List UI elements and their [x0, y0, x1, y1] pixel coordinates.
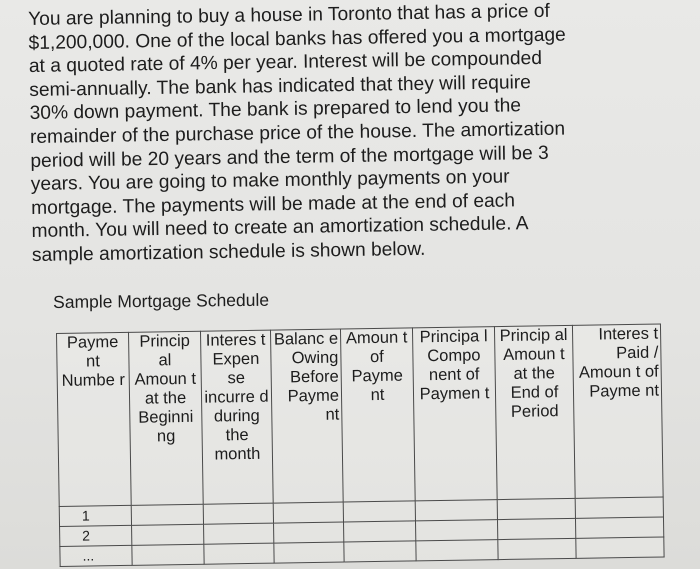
- table-cell: [576, 537, 664, 558]
- payment-number-cell: 1: [59, 505, 131, 526]
- table-cell: [416, 540, 498, 561]
- table-cell: [415, 520, 497, 541]
- col-header-balance-owing: Balanc e Owing Before Payme nt: [270, 329, 343, 503]
- problem-line: at a quoted rate of 4% per year. Interest will be compounded: [28, 48, 543, 78]
- table-cell: [497, 498, 575, 519]
- col-header-principal-beginning: Princip al Amoun t at the Beginni ng: [128, 331, 203, 505]
- schedule-table-wrapper: [56, 324, 664, 567]
- col-header-interest-paid-ratio: Interes t Paid / Amoun t of Payme nt: [572, 324, 663, 498]
- problem-line: 30% down payment. The bank is prepared to lend you the: [29, 95, 522, 125]
- table-cell: [575, 497, 663, 518]
- mortgage-schedule-table: [56, 323, 665, 566]
- problem-line: semi-annually. The bank has indicated that they will require: [29, 71, 532, 101]
- problem-line: $1,200,000. One of the local banks has offered you a mortgage: [28, 24, 566, 54]
- problem-line: sample amortization schedule is shown below.: [31, 238, 426, 266]
- header-row: [57, 324, 664, 506]
- table-cell: [575, 517, 663, 538]
- table-cell: [131, 504, 203, 525]
- col-header-amount-of-payment: Amoun t of Payme nt: [340, 328, 415, 502]
- col-header-principal-component: Principa l Compo nent of Paymen t: [412, 327, 497, 501]
- table-cell: [204, 543, 274, 564]
- problem-statement: [28, 0, 632, 267]
- table-cell: [204, 523, 274, 544]
- table-cell: [132, 544, 204, 565]
- table-cell: [343, 501, 415, 522]
- ellipsis-cell: ...: [60, 545, 132, 566]
- problem-line: remainder of the purchase price of the house. The amortization: [29, 118, 566, 148]
- problem-line: mortgage. The payments will be made at the end of each: [30, 190, 516, 219]
- problem-line: You are planning to buy a house in Toronto that has a price of: [28, 0, 550, 30]
- table-cell: [274, 522, 344, 543]
- problem-line: month. You will need to create an amortization schedule. A: [31, 213, 529, 243]
- problem-line: period will be 20 years and the term of the mortgage will be 3: [30, 142, 549, 172]
- col-header-interest-expense: Interes t Expen se incurre d during the month: [200, 330, 273, 504]
- table-cell: [497, 518, 575, 539]
- table-cell: [415, 500, 497, 521]
- table-cell: [344, 541, 416, 562]
- col-header-principal-end: Princip al Amoun t at the End of Period: [494, 325, 575, 499]
- problem-line: years. You are going to make monthly payments on your: [30, 166, 510, 196]
- payment-number-cell: 2: [60, 525, 132, 546]
- table-cell: [498, 538, 576, 559]
- table-cell: [203, 503, 273, 524]
- table-cell: [274, 542, 344, 563]
- table-cell: [273, 502, 343, 523]
- table-cell: [344, 521, 416, 542]
- col-header-payment-number: Payme nt Numbe r: [57, 332, 132, 506]
- table-cell: [132, 524, 204, 545]
- schedule-title: Sample Mortgage Schedule: [53, 289, 270, 312]
